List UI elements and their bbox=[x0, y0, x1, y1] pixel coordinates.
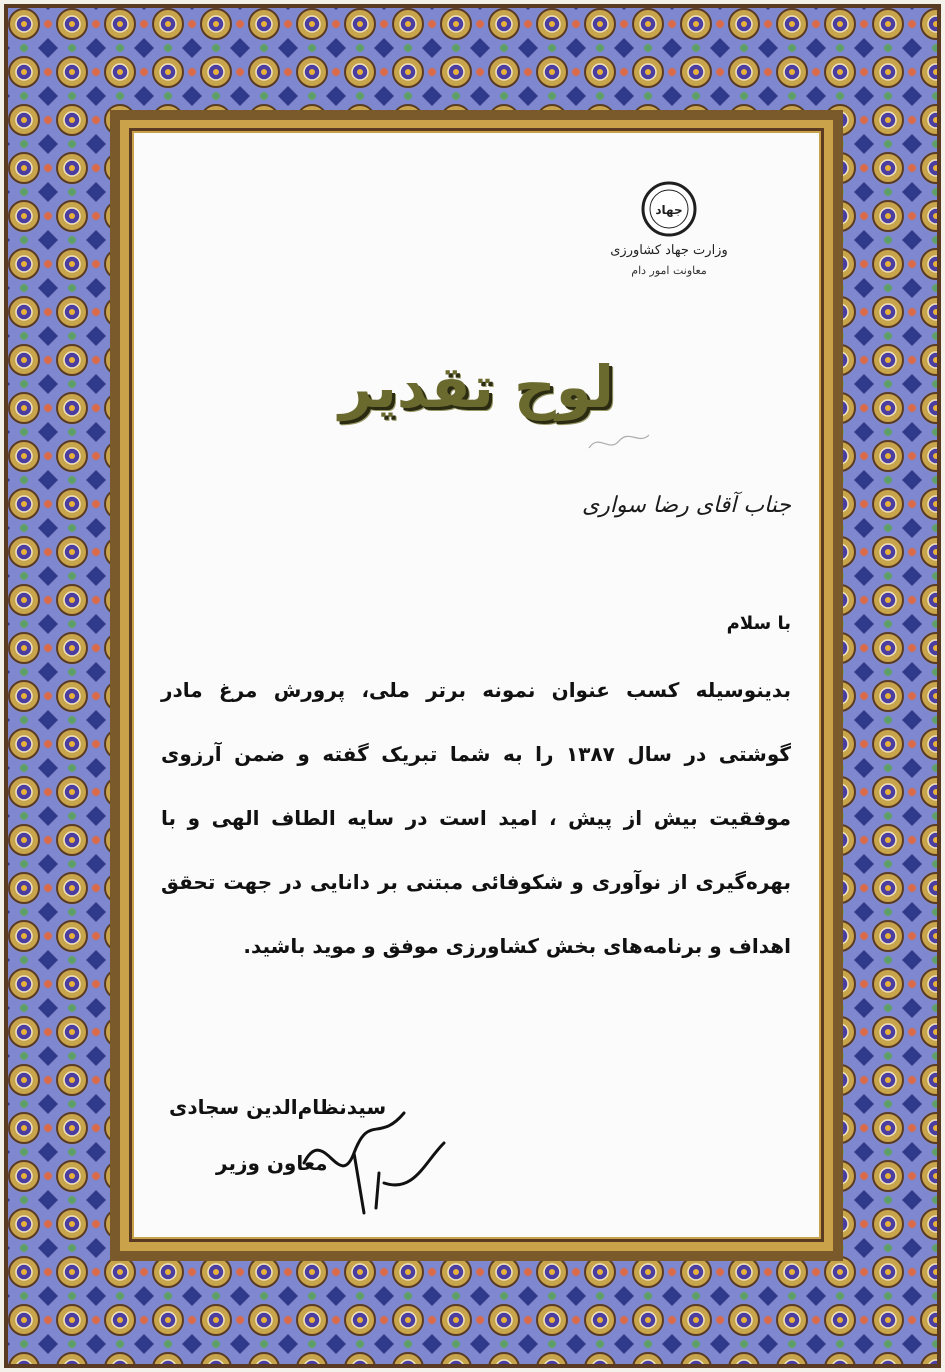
certificate-body: بدینوسیله کسب عنوان نمونه برتر ملی، پرورش مرغ مادر گوشتی در سال ۱۳۸۷ را به شما تبریک گفته و ضمن آرزوی موفقیت بیش از پیش ، امید است در سایه الطاف الهی و با بهره‌گیری از نوآوری و شکوفائی مبتنی بر دانایی در جهت تحقق اهداف و برنامه‌های بخش کشاورزی موفق و موید باشید. bbox=[161, 678, 792, 958]
ministry-logo-block bbox=[589, 181, 749, 277]
handwritten-signature bbox=[284, 1103, 454, 1223]
deputy-office: معاونت امور دام bbox=[631, 264, 707, 277]
seal-label: جهاد bbox=[655, 203, 683, 217]
handwritten-scribble bbox=[584, 423, 654, 463]
greeting: با سلام bbox=[726, 613, 791, 634]
certificate-title: لوح تقدیر bbox=[338, 353, 615, 421]
ministry-seal-icon bbox=[641, 181, 697, 237]
recipient-name: جناب آقای رضا سواری bbox=[582, 493, 791, 518]
signer-role: معاون وزیر bbox=[216, 1151, 328, 1175]
certificate-paper bbox=[134, 133, 819, 1237]
ministry-name: وزارت جهاد کشاورزی bbox=[610, 243, 728, 258]
signer-name: سیدنظام‌الدین سجادی bbox=[169, 1095, 387, 1119]
